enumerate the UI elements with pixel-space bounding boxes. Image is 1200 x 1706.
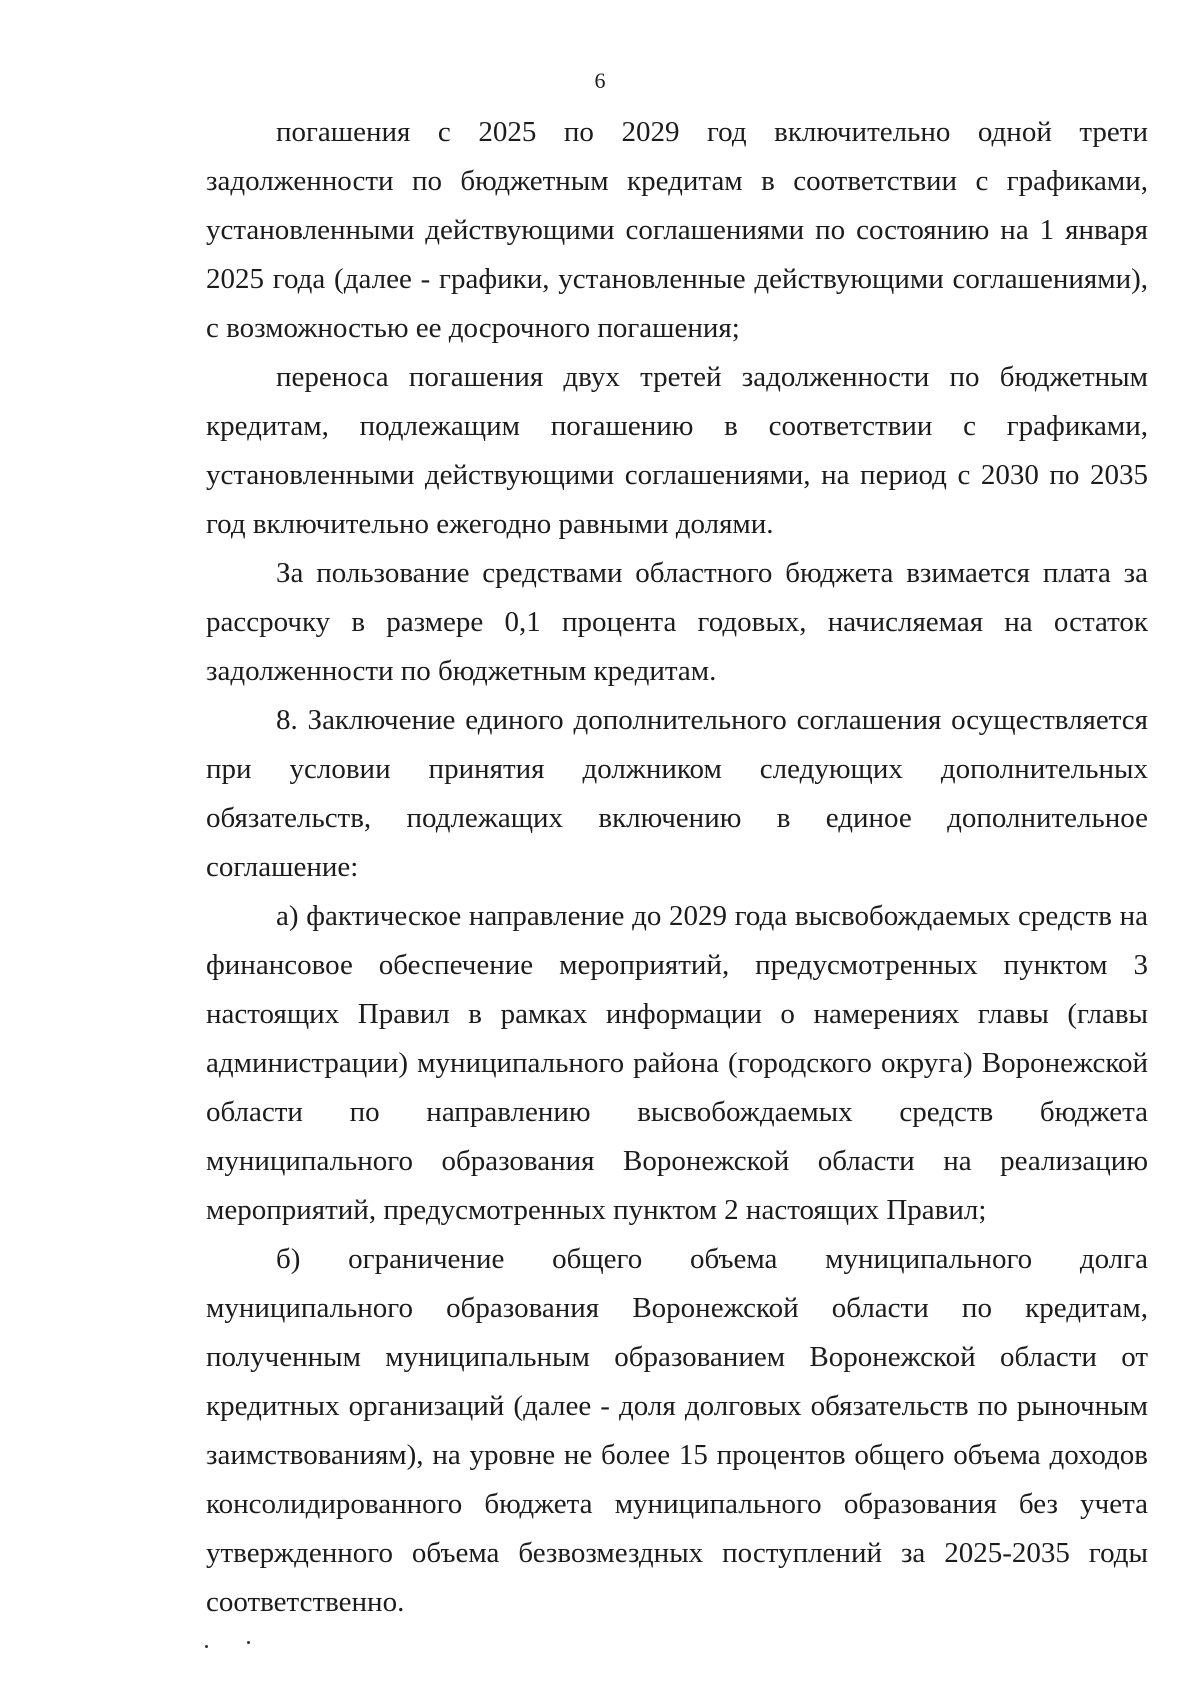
scan-marks — [205, 1641, 265, 1651]
scan-dot — [205, 1645, 208, 1648]
paragraph-clause-8a: а) фактическое направление до 2029 года высвобождаемых средств на финансовое обеспечение мероприятий, предусмотренных пунктом 3 настоящих Правил в рамках информации о намерениях главы (главы администрации) муниципального района (городского округа) Воронежской области по направлению высвобождаемых средств бюджета муниципального образования Воронежской области на реализацию мероприятий, предусмотренных пунктом 2 настоящих Правил; — [206, 900, 1148, 1226]
paragraph-clause-8: 8. Заключение единого дополнительного соглашения осуществляется при условии принятия должником следующих дополнительных обязательств, подлежащих включению в единое дополнительное соглашение: — [206, 704, 1148, 883]
paragraph-repayment-deferral: переноса погашения двух третей задолженности по бюджетным кредитам, подлежащим погашению в соответствии с графиками, установленными действующими соглашениями, на период с 2030 по 2035 год включительно ежегодно равными долями. — [206, 361, 1148, 540]
paragraph-installment-fee: За пользование средствами областного бюджета взимается плата за рассрочку в размере 0,1 процента годовых, начисляемая на остаток задолженности по бюджетным кредитам. — [206, 557, 1148, 687]
document-body — [206, 108, 1148, 1627]
scan-dot — [247, 1641, 250, 1644]
paragraph-clause-8b: б) ограничение общего объема муниципального долга муниципального образования Воронежской области по кредитам, полученным муниципальным образованием Воронежской области от кредитных организаций (далее - доля долговых обязательств по рыночным заимствованиям), на уровне не более 15 процентов общего объема доходов консолидированного бюджета муниципального образования без учета утвержденного объема безвозмездных поступлений за 2025-2035 годы соответственно. — [206, 1243, 1148, 1618]
paragraph-repayment-schedule: погашения с 2025 по 2029 год включительно одной трети задолженности по бюджетным кредитам в соответствии с графиками, установленными действующими соглашениями по состоянию на 1 января 2025 года (далее - графики, установленные действующими соглашениями), с возможностью ее досрочного погашения; — [206, 116, 1148, 344]
page-number: 6 — [594, 68, 606, 93]
